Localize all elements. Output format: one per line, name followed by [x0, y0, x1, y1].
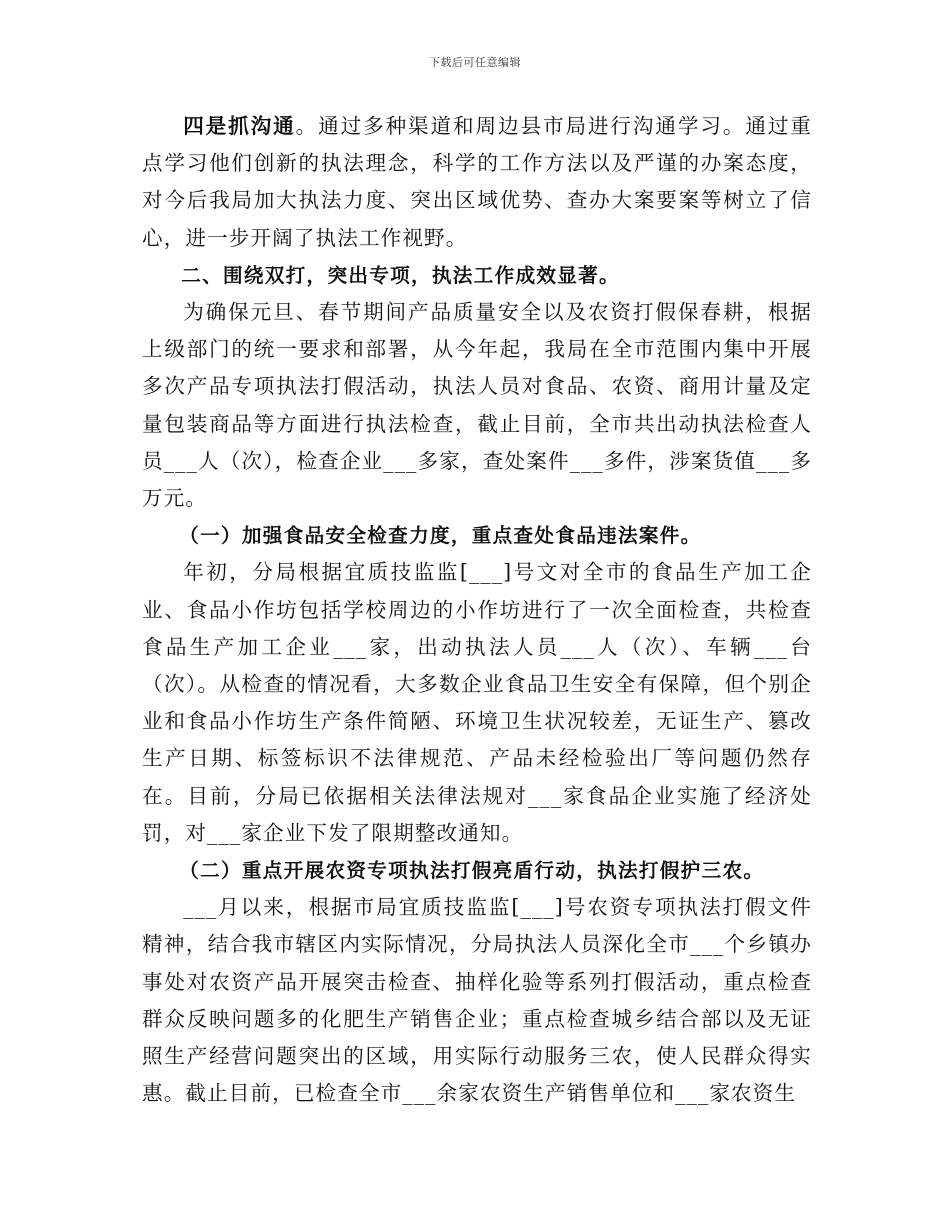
paragraph-agricultural-inspection: ___月以来，根据市局宜质技监监[___]号农资专项执法打假文件精神，结合我市辖区内实际情况，分局执法人员深化全市___个乡镇办事处对农资产品开展突击检查、抽样化验等系列打假活动，重点检查群众反映问题多的化肥生产销售企业；重点检查城乡结合部以及无证照生产经营问题突出的区域，用实际行动服务三农，使人民群众得实惠。截止目前，已检查全市___余家农资生产销售单位和___家农资生	[142, 895, 812, 1106]
document-body	[142, 108, 812, 1112]
paragraph-special-enforcement: 为确保元旦、春节期间产品质量安全以及农资打假保春耕，根据上级部门的统一要求和部署，从今年起，我局在全市范围内集中开展多次产品专项执法打假活动，执法人员对食品、农资、商用计量及定量包装商品等方面进行执法检查，截止目前，全市共出动执法检查人员___人（次），检查企业___多家，查处案件___多件，涉案货值___多万元。	[142, 300, 812, 511]
section-heading-two: 二、围绕双打，突出专项，执法工作成效显著。	[181, 263, 620, 287]
subsection-heading-food-safety: （一）加强食品安全检查力度，重点查处食品违法案件。	[179, 524, 702, 548]
paragraph-lead-bold: 四是抓沟通	[183, 114, 296, 138]
paragraph-communication	[142, 108, 812, 257]
paragraph-text: 。通过多种渠道和周边县市局进行沟通学习。通过重点学习他们创新的执法理念，科学的工作方法以及严谨的办案态度，对今后我局加大执法力度、突出区域优势、查办大案要案等树立了信心，进一步开阔了执法工作视野。	[142, 114, 812, 250]
page-header: 下载后可任意编辑	[429, 56, 521, 69]
paragraph-food-inspection: 年初，分局根据宜质技监监[___]号文对全市的食品生产加工企业、食品小作坊包括学校周边的小作坊进行了一次全面检查，共检查食品生产加工企业___家，出动执法人员___人（次）、车辆___台（次）。从检查的情况看，大多数企业食品卫生安全有保障，但个别企业和食品小作坊生产条件简陋、环境卫生状况较差，无证生产、篡改生产日期、标签标识不法律规范、产品未经检验出厂等问题仍然存在。目前，分局已依据相关法律法规对___家食品企业实施了经济处罚，对___家企业下发了限期整改通知。	[142, 560, 812, 845]
subsection-heading-agricultural: （二）重点开展农资专项执法打假亮盾行动，执法打假护三农。	[179, 859, 765, 883]
